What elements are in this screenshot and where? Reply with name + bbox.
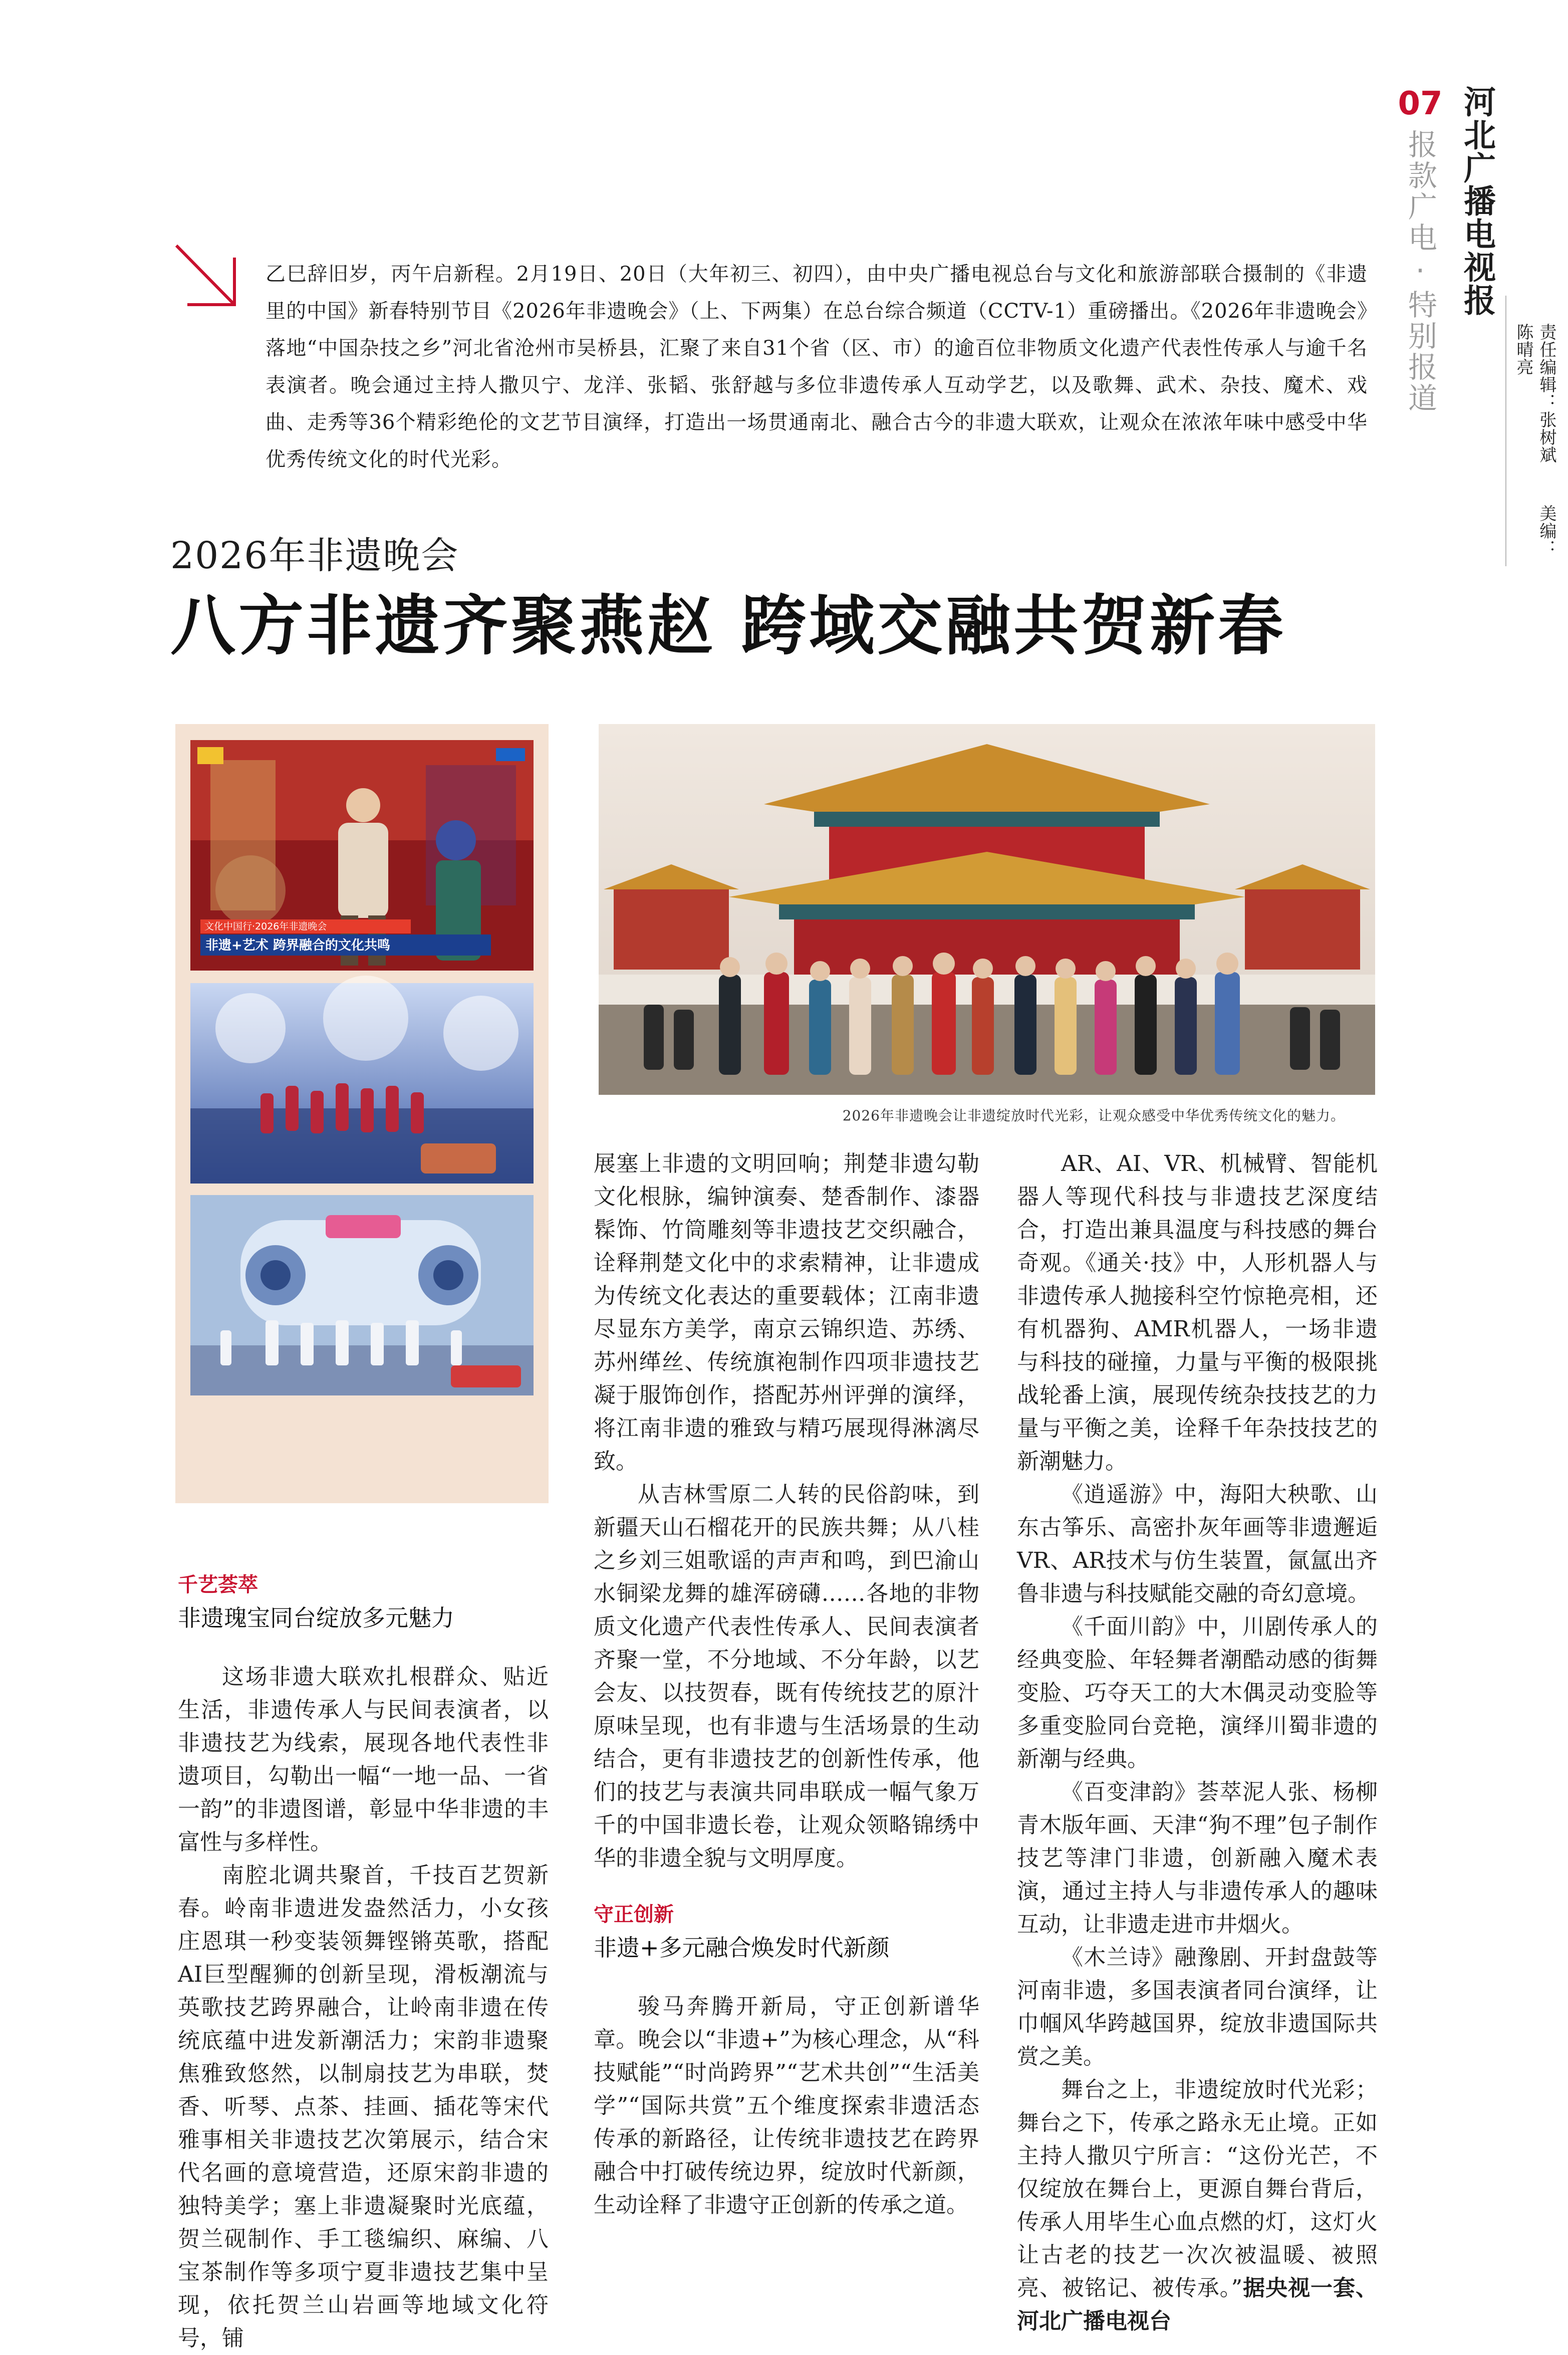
headline-title: 八方非遗齐聚燕赵 跨域交融共贺新春 [170,587,1286,664]
paragraph: 从吉林雪原二人转的民俗韵味，到新疆天山石榴花开的民族共舞；从八桂之乡刘三姐歌谣的声声和鸣，到巴渝山水铜梁龙舞的雄浑磅礴……各地的非物质文化遗产代表性传承人、民间表演者齐聚一堂，不分地域、不分年龄，以艺会友、以技贺春，既有传统技艺的原汁原味呈现，也有非遗与生活场景的生动结合，更有非遗技艺的创新性传承，他们的技艺与表演共同串联成一幅气象万千的中国非遗长卷，让观众领略锦绣中华的非遗全貌与文明厚度。 [594,1482,979,1871]
credit-editor: 责任编辑：张树斌 [1536,323,1556,463]
paragraph: 南腔北调共聚首，千技百艺贺新春。岭南非遗进发盎然活力，小女孩庄恩琪一秒变装领舞铿锵英歌，搭配AI巨型醒狮的创新呈现，滑板潮流与英歌技艺跨界融合，让岭南非遗在传统底蕴中进发新潮活力；宋韵非遗聚焦雅致悠然，以制扇技艺为串联，焚香、听琴、点茶、挂画、插花等宋代雅事相关非遗技艺次第展示，结合宋代名画的意境营造，还原宋韵非遗的独特美学；塞上非遗凝聚时光底蕴，贺兰砚制作、手工毯编织、麻编、八宝茶制作等多项宁夏非遗技艺集中呈现，依托贺兰山岩画等地域文化符号，铺 [178,1862,549,2351]
paragraph: 《逍遥游》中，海阳大秧歌、山东古筝乐、高密扑灰年画等非遗邂逅VR、AR技术与仿生装置，氤氲出齐鲁非遗与科技赋能交融的奇幻意境。 [1017,1482,1378,1606]
paragraph: 《木兰诗》融豫剧、开封盘鼓等河南非遗，多国表演者同台演绎，让巾帼风华跨越国界，绽放非遗国际共赏之美。 [1017,1945,1378,2069]
article-column-3 [1017,1147,1378,2338]
article-column-1 [178,1568,549,2355]
broadcast-badge: 文化中国行·2026年非遗晚会 [204,921,327,932]
photo-broadcast [190,740,534,971]
photo-ice-dance [190,983,534,1184]
subhead-title-2: 非遗+多元融合焕发时代新颜 [594,1934,890,1961]
editor-credits [1512,323,1558,571]
arrow-icon [170,241,240,311]
masthead-divider [1505,296,1506,566]
paper-name: 河北广播电视报 [1458,85,1496,317]
subhead-label-1: 千艺荟萃 [178,1573,258,1596]
masthead [1398,75,1563,571]
paragraph: 骏马奔腾开新局，守正创新谱华章。晚会以“非遗+”为核心理念，从“科技赋能”“时尚跨界”“艺术共创”“生活美学”“国际共赏”五个维度探索非遗活态传承的新路径，让传统非遗技艺在跨界融合中打破传统边界，绽放时代新颜，生动诠释了非遗守正创新的传承之道。 [594,1994,979,2218]
closing-paragraph: 舞台之上，非遗绽放时代光彩；舞台之下，传承之路永无止境。正如主持人撒贝宁所言：“这份光芒，不仅绽放在舞台上，更源自舞台背后，传承人用毕生心血点燃的灯，这灯火让古老的技艺一次次被温暖、被照亮、被铭记、被传承。” [1017,2077,1378,2301]
stage-photo-caption: 2026年非遗晚会让非遗绽放时代光彩，让观众感受中华优秀传统文化的魅力。 [842,1107,1345,1124]
paragraph: 《百变津韵》荟萃泥人张、杨柳青木版年画、天津“狗不理”包子制作技艺等津门非遗，创新融入魔术表演，通过主持人与非遗传承人的趣味互动，让非遗走进市井烟火。 [1017,1779,1378,1937]
intro-paragraph: 乙巳辞旧岁，丙午启新程。2月19日、20日（大年初三、初四），由中央广播电视总台与文化和旅游部联合摄制的《非遗里的中国》新春特别节目《2026年非遗晚会》（上、下两集）在总台综合频道（CCTV-1）重磅播出。《2026年非遗晚会》落地“中国杂技之乡”河北省沧州市吴桥县，汇聚了来自31个省（区、市）的逾百位非物质文化遗产代表性传承人与逾千名表演者。晚会通过主持人撒贝宁、龙洋、张韬、张舒越与多位非遗传承人互动学艺，以及歌舞、武术、杂技、魔术、戏曲、走秀等36个精彩绝伦的文艺节目演绎，打造出一场贯通南北、融合古今的非遗大联欢，让观众在浓浓年味中感受中华优秀传统文化的时代光彩。 [266,263,1368,471]
credit-designer: 美编：陈晴亮 [1513,323,1556,557]
broadcast-banner: 非遗+艺术 跨界融合的文化共鸣 [205,938,390,953]
photo-robot-stage [190,1195,534,1395]
headline-kicker: 2026年非遗晚会 [170,534,459,577]
paragraph: 这场非遗大联欢扎根群众、贴近生活，非遗传承人与民间表演者，以非遗技艺为线索，展现各地代表性非遗项目，勾勒出一幅“一地一品、一省一韵”的非遗图谱，彰显中华非遗的丰富性与多样性。 [178,1664,549,1855]
section-name: 报款广电·特别报道 [1403,129,1437,414]
photo-stage-main [599,724,1375,1095]
paragraph: 展塞上非遗的文明回响；荆楚非遗勾勒文化根脉，编钟演奏、楚香制作、漆器髹饰、竹筒雕刻等非遗技艺交织融合，诠释荆楚文化中的求索精神，让非遗成为传统文化表达的重要载体；江南非遗尽显东方美学，南京云锦织造、苏绣、苏州缂丝、传统旗袍制作四项非遗技艺凝于服饰创作，搭配苏州评弹的演绎，将江南非遗的雅致与精巧展现得淋漓尽致。 [594,1151,979,1474]
subhead-title-1: 非遗瑰宝同台绽放多元魅力 [178,1604,454,1631]
subhead-label-2: 守正创新 [594,1903,674,1926]
paragraph: AR、AI、VR、机械臂、智能机器人等现代科技与非遗技艺深度结合，打造出兼具温度与科技感的舞台奇观。《通关·技》中，人形机器人与非遗传承人抛接科空竹惊艳亮相，还有机器狗、AMR机器人，一场非遗与科技的碰撞，力量与平衡的极限挑战轮番上演，展现传统杂技技艺的力量与平衡之美，诠释千年杂技技艺的新潮魅力。 [1017,1151,1378,1474]
article-column-2 [594,1147,979,2222]
paragraph [1017,2073,1378,2338]
byline: 据央视一套、河北广播电视台 [1017,2275,1378,2334]
page-number: 07 [1398,85,1443,122]
photo-column [175,724,549,1503]
paragraph: 《千面川韵》中，川剧传承人的经典变脸、年轻舞者潮酷动感的街舞变脸、巧夺天工的大木偶灵动变脸等多重变脸同台竞艳，演绎川蜀非遗的新潮与经典。 [1017,1614,1378,1772]
